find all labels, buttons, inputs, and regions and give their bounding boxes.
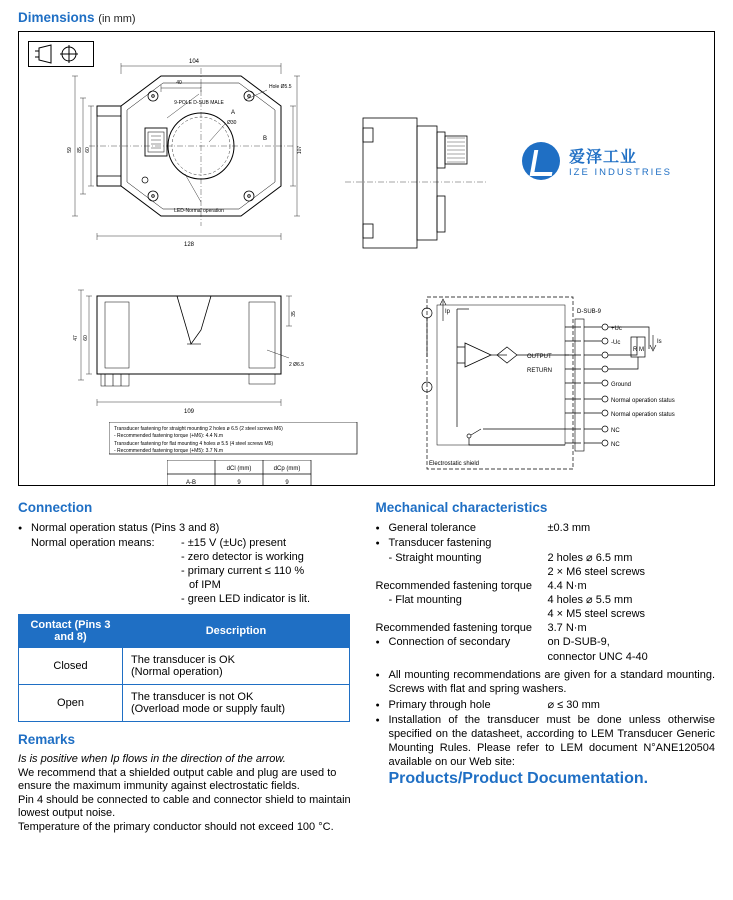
mech-row-5 bbox=[376, 593, 716, 607]
dim-60-side: 60 bbox=[83, 335, 89, 341]
cell-contact-open: Open bbox=[19, 685, 123, 722]
pin1-label: +Uc bbox=[611, 326, 622, 332]
through-hole-value: ⌀ ≤ 30 mm bbox=[547, 699, 600, 711]
means-line-4: - green LED indicator is lit. bbox=[181, 593, 310, 605]
th-contact: Contact (Pins 3 and 8) bbox=[19, 615, 123, 648]
clearance-h2: dCp (mm) bbox=[273, 466, 301, 472]
dimensions-heading bbox=[18, 10, 715, 25]
shield-label: Electrostatic shield bbox=[429, 461, 480, 467]
dim-60: 60 bbox=[85, 147, 91, 153]
install-list bbox=[376, 713, 716, 769]
means-line-2: - primary current ≤ 110 % bbox=[181, 565, 305, 577]
mech-key-1: ● Transducer fastening bbox=[376, 536, 548, 550]
clearance-h1: dCl (mm) bbox=[226, 466, 252, 472]
mark-b: B bbox=[263, 136, 268, 142]
dim-109: 109 bbox=[183, 409, 195, 415]
mech-val-1 bbox=[548, 536, 716, 551]
watermark-cn: 爱泽工业 bbox=[569, 149, 638, 166]
normal-operation-means bbox=[18, 536, 358, 606]
hole-55: Hole Ø5.5 bbox=[269, 84, 292, 90]
table-header-row bbox=[19, 615, 350, 648]
dim-47: 47 bbox=[73, 335, 79, 341]
mech-val-5: 4 holes ⌀ 5.5 mm bbox=[547, 594, 633, 606]
watermark-en: IZE INDUSTRIES bbox=[569, 167, 672, 178]
means-line-0: - ±15 V (±Uc) present bbox=[181, 537, 286, 549]
product-documentation-link[interactable]: Products/Product Documentation. bbox=[388, 770, 649, 787]
note-3: Transducer fastening for flat mounting 4 holes ø 5.5 (4 steel screws M5) bbox=[114, 441, 274, 447]
pin6-label: Normal operation status bbox=[611, 398, 675, 404]
side-profile-drawing bbox=[337, 92, 537, 282]
mech-row-1 bbox=[376, 536, 716, 551]
dim-104: 104 bbox=[188, 59, 200, 65]
dim-59: 59 bbox=[67, 147, 73, 153]
desc-closed-line2: (Normal operation) bbox=[131, 666, 223, 678]
mech-row-6 bbox=[376, 607, 716, 621]
mechanical-column bbox=[376, 490, 716, 834]
mech-val-8: on D-SUB-9, bbox=[547, 636, 610, 648]
table-row bbox=[19, 648, 350, 685]
wiring-schematic bbox=[409, 287, 709, 486]
mech-row-9 bbox=[376, 650, 716, 664]
mech-val-6: 4 × M5 steel screws bbox=[547, 608, 646, 620]
remarks-heading: Remarks bbox=[18, 732, 76, 747]
cell-desc-open bbox=[123, 685, 350, 722]
fastening-notes-box bbox=[109, 422, 359, 456]
datasheet-page bbox=[0, 10, 733, 900]
mech-key-0: ● General tolerance bbox=[376, 521, 548, 535]
mech-row-3 bbox=[376, 565, 716, 579]
mech-key-5: - Flat mounting bbox=[388, 594, 462, 606]
mech-val-4: 4.4 N·m bbox=[547, 580, 587, 592]
mech-row-4 bbox=[376, 579, 716, 593]
through-hole-row bbox=[376, 698, 716, 713]
dim-128: 128 bbox=[183, 242, 195, 248]
mech-row-8 bbox=[376, 635, 716, 650]
led-note: LED-Normal operation bbox=[174, 208, 224, 214]
watermark bbox=[522, 142, 672, 180]
desc-closed-line1: The transducer is OK bbox=[131, 654, 235, 666]
table-row bbox=[19, 685, 350, 722]
means-label: Normal operation means: bbox=[31, 537, 155, 549]
cell-contact-closed: Closed bbox=[19, 648, 123, 685]
clearance-r0c0: A-B bbox=[185, 480, 197, 486]
pin7-label: Normal operation status bbox=[611, 412, 675, 418]
remark-line-2: Pin 4 should be connected to cable and connector shield to maintain lowest output noise. bbox=[18, 793, 351, 819]
remark-line-0: Is is positive when Ip flows in the direction of the arrow. bbox=[18, 753, 286, 765]
dim-85: 85 bbox=[77, 147, 83, 153]
connection-list bbox=[18, 521, 358, 535]
connection-heading: Connection bbox=[18, 500, 93, 515]
note-1: Transducer fastening for straight mounting 2 holes ø 6.5 (2 steel screws M6) bbox=[114, 426, 283, 432]
mech-row-7 bbox=[376, 621, 716, 635]
remark-line-1: We recommend that a shielded output cable and plug are used to ensure the maximum immunity against electrostatic fields. bbox=[18, 766, 337, 792]
desc-open-line2: (Overload mode or supply fault) bbox=[131, 703, 286, 715]
clearance-r0c2: 9 bbox=[285, 480, 289, 486]
clearance-r0c1: 9 bbox=[237, 480, 241, 486]
ip-label: Ip bbox=[445, 309, 451, 315]
pin8-label: NC bbox=[611, 428, 620, 434]
remark-line-3: Temperature of the primary conductor should not exceed 100 °C. bbox=[18, 820, 334, 833]
dim-107: 107 bbox=[297, 145, 303, 155]
desc-open-line1: The transducer is not OK bbox=[131, 691, 254, 703]
is-label: Is bbox=[657, 339, 662, 345]
mech-key-6 bbox=[376, 607, 548, 621]
install-text: ● Installation of the transducer must be done unless otherwise specified on the datasheet, according to LEM Transducer Generic Mounting Rules. Please refer to LEM document N°ANE120504 available on our Web site: bbox=[376, 713, 716, 769]
mech-key-3 bbox=[376, 565, 548, 579]
mech-row-0 bbox=[376, 521, 716, 536]
means-line-3: of IPM bbox=[189, 579, 221, 591]
mech-key-9 bbox=[376, 650, 548, 664]
dsub9-label: D-SUB-9 bbox=[577, 309, 602, 315]
connection-item-0: ● Normal operation status (Pins 3 and 8) bbox=[18, 521, 358, 535]
mech-val-2: 2 holes ⌀ 6.5 mm bbox=[547, 552, 633, 564]
pin9-label: NC bbox=[611, 442, 620, 448]
means-line-1: - zero detector is working bbox=[181, 551, 304, 563]
mark-a: A bbox=[231, 110, 236, 116]
connection-column bbox=[18, 490, 358, 834]
th-description: Description bbox=[123, 615, 350, 648]
note-2: - Recommended fastening torque (+M6): 4.4 N.m bbox=[114, 433, 224, 439]
mech-key-8: ● Connection of secondary bbox=[376, 635, 548, 649]
mechanical-heading: Mechanical characteristics bbox=[375, 500, 548, 515]
mech-val-0: ±0.3 mm bbox=[547, 522, 591, 534]
mechanical-rows bbox=[376, 521, 716, 664]
pin3-label: OUTPUT bbox=[527, 354, 552, 360]
pin4-label: RETURN bbox=[527, 368, 552, 374]
lower-content bbox=[18, 490, 715, 834]
note-4: - Recommended fastening torque (+M5): 3.7 N.m bbox=[114, 448, 224, 454]
mech-val-9: connector UNC 4-40 bbox=[547, 651, 648, 663]
mech-key-2: - Straight mounting bbox=[388, 552, 482, 564]
dimensions-drawing-box bbox=[18, 31, 715, 486]
pin5-label: Ground bbox=[611, 382, 632, 388]
dim-40: 40 bbox=[176, 80, 182, 86]
mech-paragraph-0: ● All mounting recommendations are given for a standard mounting. Screws with flat and spring washers. bbox=[376, 668, 716, 696]
pin2-label: -Uc bbox=[611, 340, 621, 346]
hole-65: 2 Ø6.5 bbox=[289, 362, 305, 368]
dia-30: Ø30 bbox=[227, 120, 237, 126]
dim-35: 35 bbox=[291, 311, 297, 317]
remarks-body bbox=[18, 753, 358, 834]
dimensions-unit: (in mm) bbox=[98, 13, 136, 25]
cell-desc-closed bbox=[123, 648, 350, 685]
mech-key-4: Recommended fastening torque bbox=[375, 580, 533, 592]
clearance-table bbox=[167, 460, 317, 486]
connector-label: 9-POLE D-SUB MALE bbox=[174, 100, 224, 106]
contact-status-table bbox=[18, 614, 350, 722]
dimensions-title: Dimensions bbox=[18, 10, 95, 25]
front-view-drawing bbox=[49, 54, 359, 294]
mech-key-7: Recommended fastening torque bbox=[375, 622, 533, 634]
mech-val-3: 2 × M6 steel screws bbox=[547, 566, 646, 578]
mech-val-7: 3.7 N·m bbox=[547, 622, 587, 634]
rm-label: R M bbox=[633, 347, 644, 353]
mech-row-2 bbox=[376, 551, 716, 565]
through-hole-key: ● Primary through hole bbox=[376, 698, 548, 712]
mechanical-paragraph-list bbox=[376, 668, 716, 696]
